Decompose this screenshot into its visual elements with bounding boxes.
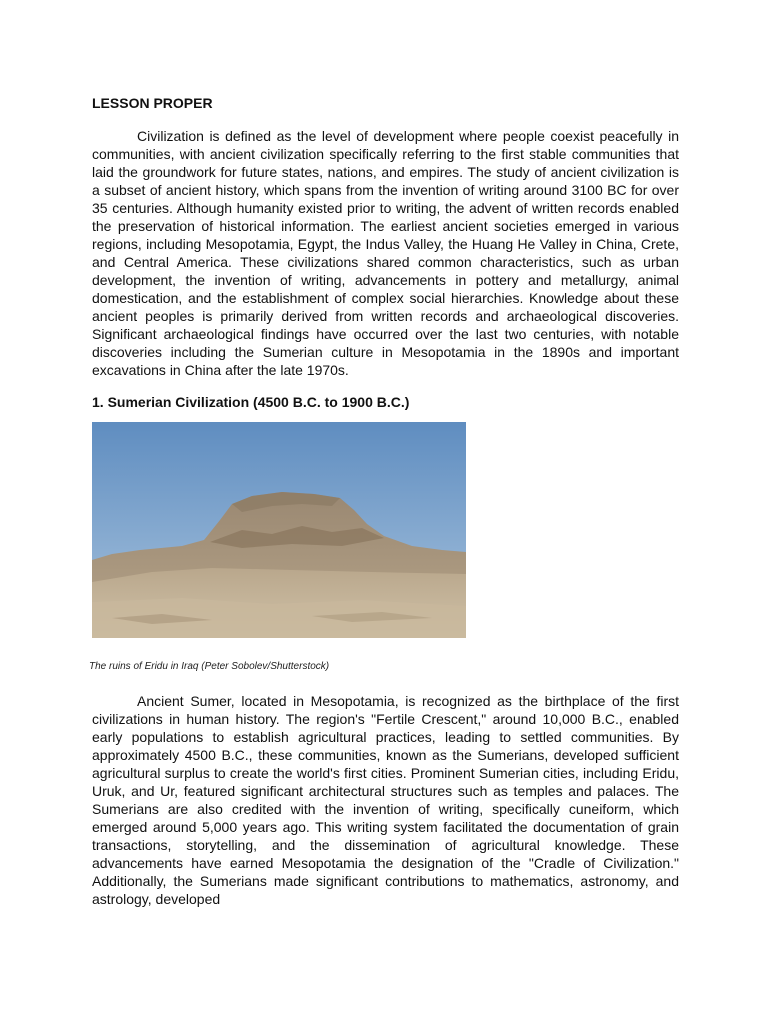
image-caption: The ruins of Eridu in Iraq (Peter Sobolev/Shutterstock) xyxy=(89,661,330,672)
intro-paragraph: Civilization is defined as the level of development where people coexist peacefully in communities, with ancient civilization specifically referring to the first stable communities that laid the groundwork for future states, nations, and empires. The study of ancient civilization is a subset of ancient history, which spans from the invention of writing around 3100 BC for over 35 centuries. Although humanity existed prior to writing, the advent of written records enabled the preservation of historical information. The earliest ancient societies emerged in various regions, including Mesopotamia, Egypt, the Indus Valley, the Huang He Valley in China, Crete, and Central America. These civilizations shared common characteristics, such as urban development, the invention of writing, advancements in pottery and metallurgy, animal domestication, and the establishment of complex social hierarchies. Knowledge about these ancient peoples is primarily derived from written records and archaeological discoveries. Significant archaeological findings have occurred over the last two centuries, with notable discoveries including the Sumerian culture in Mesopotamia in the 1890s and important excavations in China after the late 1970s. xyxy=(92,128,679,378)
eridu-ruins-photo xyxy=(92,422,466,638)
section-title-sumerian: 1. Sumerian Civilization (4500 B.C. to 1900 B.C.) xyxy=(92,394,410,410)
sumer-paragraph: Ancient Sumer, located in Mesopotamia, is recognized as the birthplace of the first civilizations in human history. The region's "Fertile Crescent," around 10,000 B.C., enabled early populations to establish agricultural practices, leading to settled communities. By approximately 4500 B.C., these communities, known as the Sumerians, developed sufficient agricultural surplus to create the world's first cities. Prominent Sumerian cities, including Eridu, Uruk, and Ur, featured significant architectural structures such as temples and palaces. The Sumerians are also credited with the invention of writing, specifically cuneiform, which emerged around 5,000 years ago. This writing system facilitated the documentation of grain transactions, storytelling, and the dissemination of agricultural knowledge. These advancements have earned Mesopotamia the designation of the "Cradle of Civilization." Additionally, the Sumerians made significant contributions to mathematics, astronomy, and astrology, developed xyxy=(92,693,679,907)
document-page xyxy=(89,94,679,908)
lesson-heading: LESSON PROPER xyxy=(92,95,213,111)
